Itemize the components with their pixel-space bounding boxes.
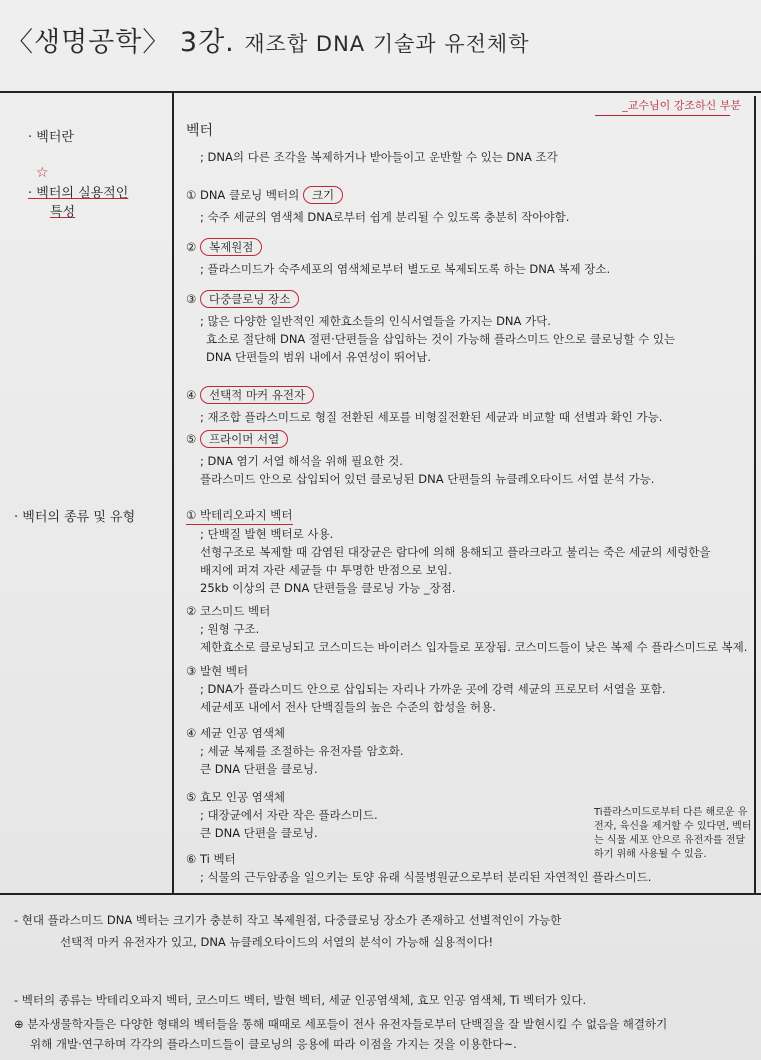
type-6 [186,850,651,886]
type-line: 제한효소로 클로닝되고 코스미드는 바이러스 입자들로 포장됨. 코스미드들이 낮은 복제 수 플라스미드로 복제. [200,640,748,654]
type-line: ; 식물의 근두암종을 일으키는 토양 유래 식물병원균으로부터 분리된 자연적인 플라스미드. [200,870,652,884]
type-line: ; 대장균에서 자란 작은 플라스미드. [200,808,378,822]
type-label: ⑥ Ti 벡터 [186,852,236,866]
feature-label [186,290,675,308]
summary-line-3: - 벡터의 종류는 박테리오파지 벡터, 코스미드 벡터, 발현 벡터, 세균 인공염색체, 효모 인공 염색체, Ti 벡터가 있다. [14,993,587,1007]
type-line: ; 원형 구조. [200,622,260,636]
type-line: 25kb 이상의 큰 DNA 단편들을 클로닝 가능 _장점. [200,581,456,595]
type-line: ; 단백질 발현 벡터로 사용. [200,527,334,541]
type-3 [186,662,666,716]
emphasis-note: _교수님이 강조하신 부분 [622,99,741,112]
topic-vector-def: · 벡터란 [28,130,74,145]
bottom-divider [0,893,761,895]
feature-key: 다중클로닝 장소 [200,290,299,308]
feature-2 [186,238,610,278]
type-line: 선형구조로 복제할 때 감염된 대장균은 람다에 의해 용해되고 플라크라고 불리는 죽은 세균의 세렁한을 [200,545,711,559]
feature-number: ③ [186,292,200,306]
feature-line: ; 많은 다양한 일반적인 제한효소들의 인식서열들을 가지는 DNA 가닥. [200,314,551,328]
type-5 [186,788,378,842]
title-sub: 재조합 DNA 기술과 유전체학 [244,32,530,56]
feature-label [186,430,654,448]
type-label: ① 박테리오파지 벡터 [186,506,293,525]
feature-5 [186,430,654,488]
type-line: 배지에 퍼져 자란 세균들 中 투명한 반점으로 보임. [200,563,452,577]
summary-line-2: 선택적 마커 유전자가 있고, DNA 뉴클레오타이드의 서열의 분석이 가능해 실용적이다! [60,935,494,949]
feature-label [186,238,610,256]
type-label: ④ 세균 인공 염색체 [186,726,286,740]
vector-definition [186,122,558,166]
feature-line: ; 재조합 플라스미드로 형질 전환된 세포를 비형질전환된 세균과 비교할 때 선별과 확인 가능. [200,410,663,424]
feature-number: ④ [186,388,200,402]
topic-vector-features-line2: 특성 [50,205,76,220]
feature-number: ⑤ [186,432,200,446]
type-line: ; 세균 복제를 조절하는 유전자를 암호화. [200,744,404,758]
feature-key: 선택적 마커 유전자 [200,386,314,404]
type-line: ; DNA가 플라스미드 안으로 삽입되는 자리나 가까운 곳에 강력 세균의 프로모터 서열을 포함. [200,682,666,696]
top-divider [0,91,761,93]
feature-number: ① DNA 클로닝 벡터의 [186,188,303,202]
feature-line: ; 플라스미드가 숙주세포의 염색체로부터 별도로 복제되도록 하는 DNA 복제 장소. [200,262,611,276]
feature-number: ② [186,240,200,254]
summary-line-5: 위해 개발·연구하며 각각의 플라스미드들이 클로닝의 응용에 따라 이점을 가지는 것을 이용한다~. [30,1037,517,1051]
ti-side-note: Ti플라스미드로부터 다른 해로운 유전자, 육신을 제거할 수 있다면, 벡터는 식물 세포 안으로 유전자를 전달하기 위해 사용될 수 있음. [594,807,752,860]
page-title [6,20,746,59]
type-line: 큰 DNA 단편을 클로닝. [200,826,318,840]
feature-line: ; DNA 염기 서열 해석을 위해 필요한 것. [200,454,403,468]
topic-vector-features [28,184,128,222]
vector-definition-text: ; DNA의 다른 조각을 복제하거나 받아들이고 운반할 수 있는 DNA 조각 [200,150,558,164]
feature-key: 크기 [303,186,343,204]
title-main: 〈생명공학〉 3강. [6,27,235,58]
type-1 [186,506,710,597]
feature-label [186,386,662,404]
feature-key: 복제원점 [200,238,262,256]
feature-4 [186,386,662,426]
type-4 [186,724,404,778]
type-label: ② 코스미드 벡터 [186,604,271,618]
star-mark: ☆ [36,165,49,181]
feature-key: 프라이머 서열 [200,430,288,448]
type-label: ③ 발현 벡터 [186,664,249,678]
topic-vector-types: · 벡터의 종류 및 유형 [14,510,136,525]
topic-vector-features-line1: · 벡터의 실용적인 [28,186,129,201]
feature-1 [186,186,569,226]
right-border [754,96,756,895]
feature-line: 플라스미드 안으로 삽입되어 있던 클로닝된 DNA 단편들의 뉴클레오타이드 서열 분석 가능. [200,472,655,486]
feature-3 [186,290,675,366]
feature-line: ; 숙주 세균의 염색체 DNA로부터 쉽게 분리될 수 있도록 충분히 작아야함. [200,210,570,224]
column-divider [172,91,174,895]
vector-heading: 벡터 [186,123,214,139]
type-2 [186,602,747,656]
emphasis-note-line [595,115,730,116]
feature-line: 효소로 절단해 DNA 절편·단편들을 삽입하는 것이 가능해 플라스미드 안으로 클로닝할 수 있는 [206,332,676,346]
summary-line-1: - 현대 플라스미드 DNA 벡터는 크기가 충분히 작고 복제원점, 다중클로닝 장소가 존재하고 선별적인이 가능한 [14,913,562,927]
type-label: ⑤ 효모 인공 염색체 [186,790,286,804]
summary-line-4: ⊕ 분자생물학자들은 다양한 형태의 벡터들을 통해 때때로 세포들이 전사 유전자들로부터 단백질을 잘 발현시킬 수 없음을 해결하기 [14,1017,668,1031]
feature-label [186,186,569,204]
type-line: 세균세포 내에서 전사 단백질들의 높은 수준의 합성을 허용. [200,700,496,714]
feature-line: DNA 단편들의 범위 내에서 유연성이 뛰어남. [206,350,431,364]
type-line: 큰 DNA 단편을 클로닝. [200,762,318,776]
